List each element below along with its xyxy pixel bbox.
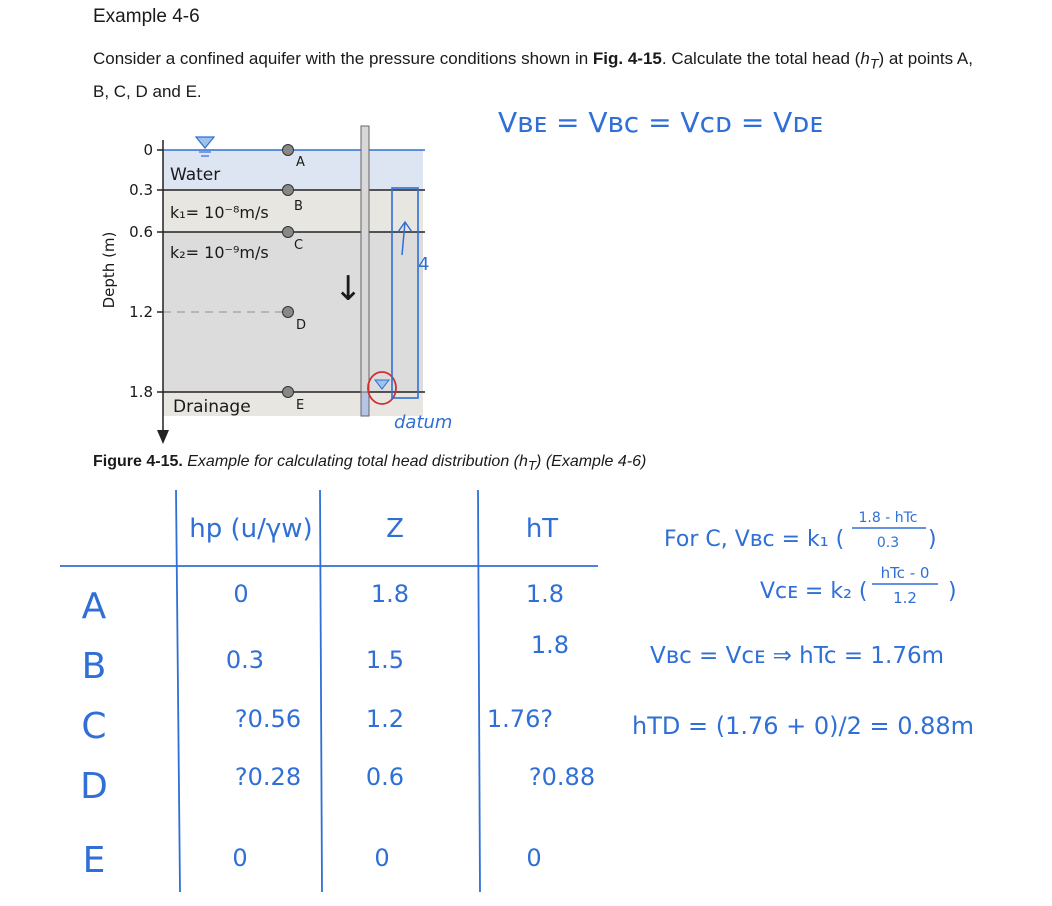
- point-a-marker: [283, 145, 294, 156]
- work-frac2-num: hTc - 0: [880, 564, 930, 582]
- row-label-b: B: [81, 646, 107, 687]
- header-hp: hp (u/γw): [189, 514, 313, 544]
- axis-arrow: [157, 430, 169, 444]
- header-z: Z: [386, 514, 404, 544]
- cell-a-ht: 1.8: [525, 580, 565, 608]
- cell-c-hp: ?0.56: [234, 705, 302, 733]
- cell-a-z: 1.8: [370, 580, 410, 608]
- figure-reference: Fig. 4-15: [592, 49, 662, 68]
- figure-caption: [93, 453, 646, 473]
- k2-label: k₂= 10⁻⁹m/s: [170, 243, 269, 262]
- drainage-label: Drainage: [173, 397, 251, 417]
- caption-sub: T: [527, 458, 537, 474]
- cell-a-hp: 0: [233, 580, 249, 608]
- table-grid: [60, 490, 598, 892]
- cell-d-ht: ?0.88: [528, 763, 596, 791]
- statement-text-3: ) at points A, B, C, D and E.: [93, 49, 973, 102]
- row-label-e: E: [82, 840, 106, 881]
- point-e-label: E: [296, 398, 305, 413]
- height-annotation: 4: [418, 254, 430, 275]
- datum-annotation: datum: [394, 412, 453, 433]
- cell-e-z: 0: [374, 844, 390, 872]
- point-e-marker: [283, 387, 294, 398]
- tick-03: 0.3: [129, 181, 153, 199]
- work-line-2: Vᴄᴇ = k₂ (: [760, 579, 868, 604]
- point-d-label: D: [296, 318, 307, 333]
- work-line-3: Vʙᴄ = Vᴄᴇ ⇒ hTc = 1.76m: [650, 643, 945, 669]
- cell-d-hp: ?0.28: [234, 763, 302, 791]
- row-label-d: D: [80, 766, 108, 807]
- example-heading: Example 4-6: [93, 6, 200, 27]
- axis-ticks: [157, 150, 163, 392]
- cell-d-z: 0.6: [365, 763, 405, 791]
- work-frac2-den: 1.2: [893, 589, 917, 607]
- tick-12: 1.2: [129, 303, 153, 321]
- cell-e-hp: 0: [232, 844, 248, 872]
- cell-b-hp: 0.3: [225, 646, 265, 674]
- head-var: h: [860, 49, 870, 68]
- tick-0: 0: [143, 141, 153, 159]
- cell-c-ht: 1.76?: [486, 705, 554, 733]
- work-frac1-num: 1.8 - hTc: [858, 510, 918, 526]
- point-d-marker: [283, 307, 294, 318]
- point-b-marker: [283, 185, 294, 196]
- depth-axis-label: Depth (m): [100, 231, 118, 309]
- flow-arrow: ↓: [334, 269, 363, 309]
- cell-e-ht: 0: [526, 844, 542, 872]
- point-c-label: C: [294, 238, 304, 253]
- tick-06: 0.6: [129, 223, 153, 241]
- work-line-1: For C, Vʙᴄ = k₁ (: [664, 527, 845, 552]
- water-label: Water: [170, 165, 221, 185]
- head-var-sub: T: [869, 56, 879, 73]
- tick-18: 1.8: [129, 383, 153, 401]
- header-ht: hT: [525, 514, 559, 544]
- point-c-marker: [283, 227, 294, 238]
- statement-text-1: Consider a confined aquifer with the pressure conditions shown in: [93, 49, 593, 68]
- work-frac1-den: 0.3: [876, 535, 900, 551]
- caption-text: Example for calculating total head distribution (h: [182, 453, 528, 470]
- caption-end: ) (Example 4-6): [536, 453, 647, 470]
- water-table-icon: [196, 137, 214, 148]
- work-close-1: ): [928, 527, 937, 552]
- row-label-a: A: [81, 586, 107, 627]
- velocity-equation: Vʙᴇ = Vʙᴄ = Vᴄᴅ = Vᴅᴇ: [498, 106, 824, 139]
- work-line-4: hTD = (1.76 + 0)/2 = 0.88m: [632, 712, 975, 740]
- work-close-2: ): [948, 579, 957, 604]
- cell-c-z: 1.2: [365, 705, 405, 733]
- cell-b-z: 1.5: [365, 646, 405, 674]
- cell-b-ht: 1.8: [530, 631, 570, 659]
- point-b-label: B: [294, 199, 303, 214]
- row-label-c: C: [81, 706, 107, 747]
- caption-label: Figure 4-15.: [93, 453, 183, 470]
- statement-text-2: . Calculate the total head (: [661, 49, 861, 68]
- point-a-label: A: [296, 155, 305, 170]
- k1-label: k₁= 10⁻⁸m/s: [170, 203, 269, 222]
